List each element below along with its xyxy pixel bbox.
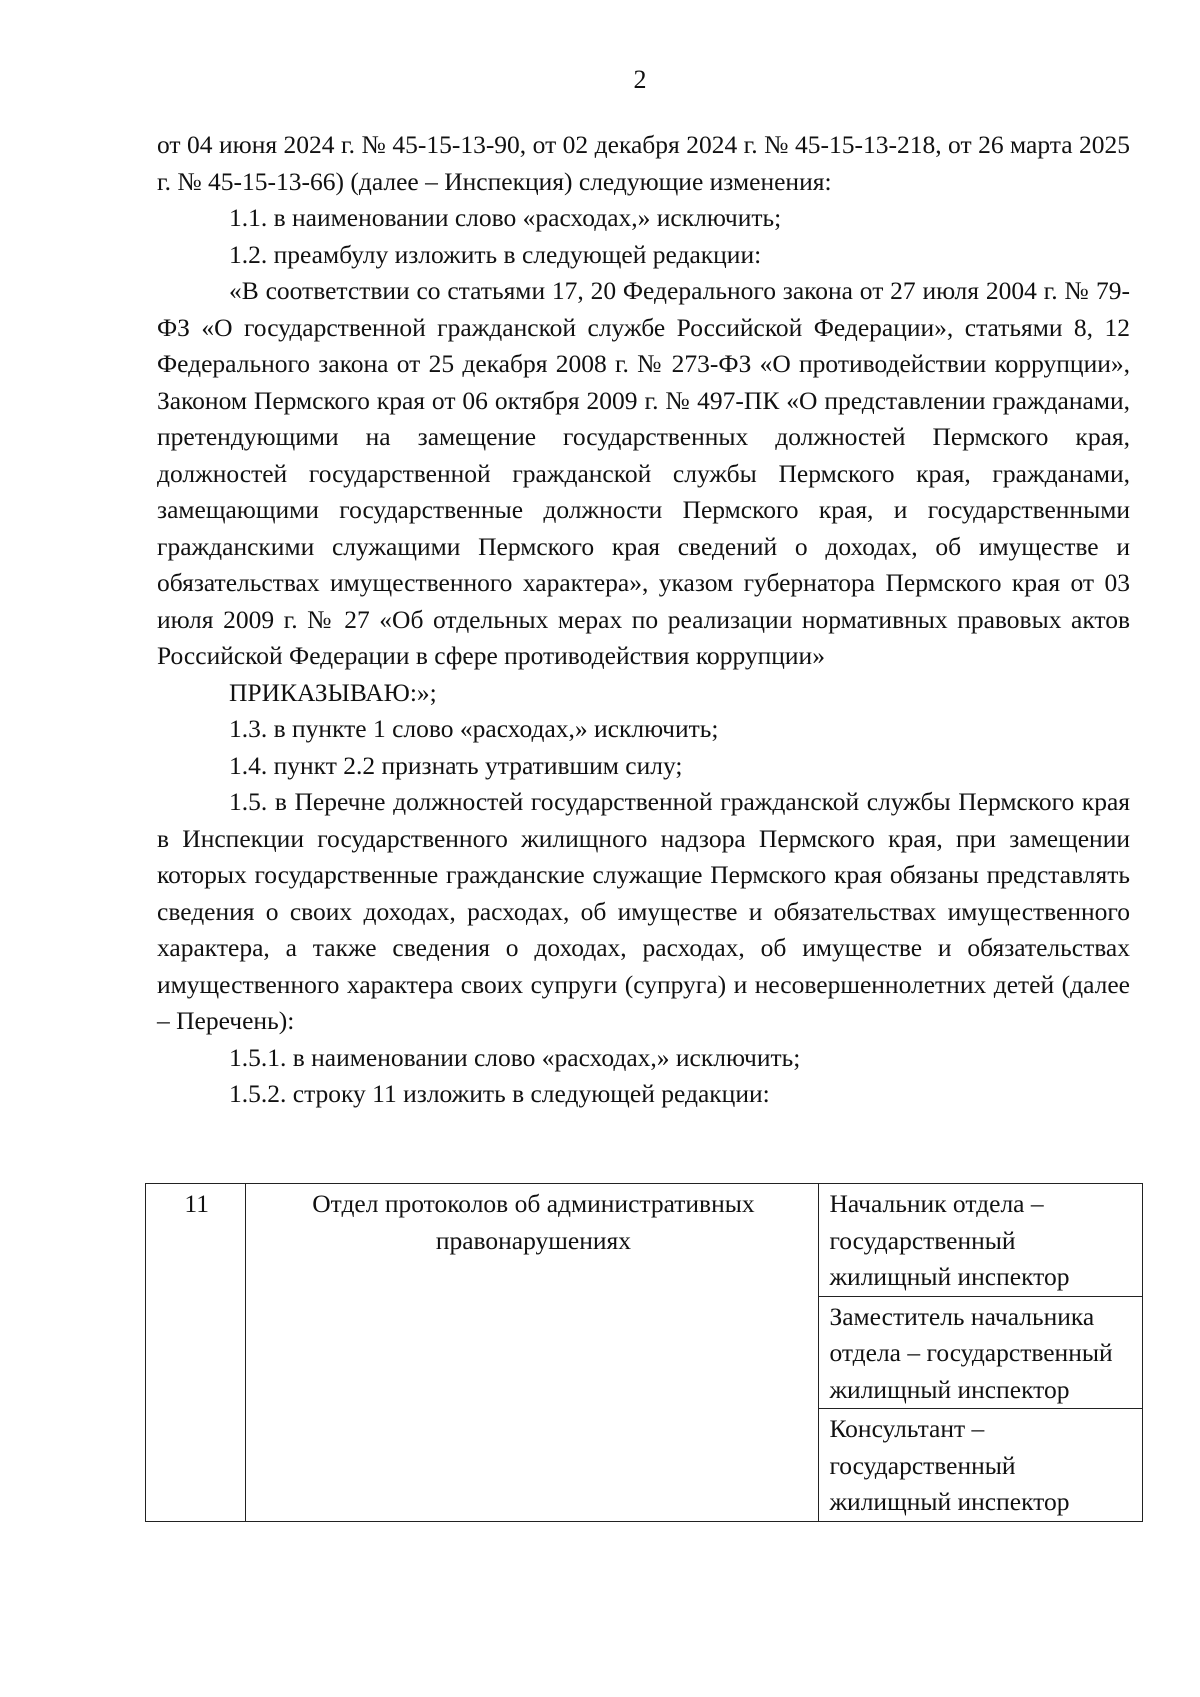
table-cell-position: Консультант – государственный жилищный инспектор xyxy=(819,1409,1143,1522)
paragraph-1-5-2: 1.5.2. строку 11 изложить в следующей редакции: xyxy=(229,1079,770,1108)
positions-table-wrap xyxy=(145,1183,1143,1522)
paragraph-1-2: 1.2. преамбулу изложить в следующей редакции: xyxy=(229,239,762,269)
table-cell-row-number: 11 xyxy=(146,1184,246,1522)
paragraph-intro: от 04 июня 2024 г. № 45-15-13-90, от 02 декабря 2024 г. № 45-15-13-218, от 26 марта 2025 г. № 45-15-13-66) (далее – Инспекция) следующие изменения: xyxy=(157,130,1130,196)
paragraph-1-5-1: 1.5.1. в наименовании слово «расходах,» исключить; xyxy=(229,1042,801,1072)
paragraph-1-4: 1.4. пункт 2.2 признать утратившим силу; xyxy=(229,750,683,780)
paragraph-1-1: 1.1. в наименовании слово «расходах,» исключить; xyxy=(229,203,782,232)
paragraph-1-3: 1.3. в пункте 1 слово «расходах,» исключить; xyxy=(229,714,719,743)
positions-table xyxy=(145,1183,1143,1522)
table-cell-department: Отдел протоколов об административных правонарушениях xyxy=(246,1184,819,1522)
table-cell-position: Начальник отдела – государственный жилищный инспектор xyxy=(819,1184,1143,1297)
table-cell-position: Заместитель начальника отдела – государственный жилищный инспектор xyxy=(819,1296,1143,1409)
page-number: 2 xyxy=(633,65,647,94)
paragraph-preamble: «В соответствии со статьями 17, 20 Федерального закона от 27 июля 2004 г. № 79-ФЗ «О государственной гражданской службе Российской Федерации», статьями 8, 12 Федерального закона от 25 декабря 2008 г. № 273-ФЗ «О противодействии коррупции», Законом Пермского края от 06 октября 2009 г. № 497-ПК «О представлении гражданами, претендующими на замещение государственных должностей Пермского края, должностей государственной гражданской службы Пермского края, гражданами, замещающими государственные должности Пермского края, и государственными гражданскими служащими Пермского края сведений о доходах, об имуществе и обязательствах имущественного характера», указом губернатора Пермского края от 03 июля 2009 г. № 27 «Об отдельных мерах по реализации нормативных правовых актов Российской Федерации в сфере противодействия коррупции» xyxy=(157,276,1130,670)
paragraph-order: ПРИКАЗЫВАЮ:»; xyxy=(229,677,437,707)
table-row xyxy=(146,1184,1143,1297)
paragraph-1-5: 1.5. в Перечне должностей государственной гражданской службы Пермского края в Инспекции государственного жилищного надзора Пермского края, при замещении которых государственные гражданские служащие Пермского края обязаны представлять сведения о своих доходах, расходах, об имуществе и обязательствах имущественного характера, а также сведения о доходах, расходах, об имуществе и обязательствах имущественного характера своих супруги (супруга) и несовершеннолетних детей (далее – Перечень): xyxy=(157,787,1130,1035)
document-body xyxy=(157,127,1130,1113)
